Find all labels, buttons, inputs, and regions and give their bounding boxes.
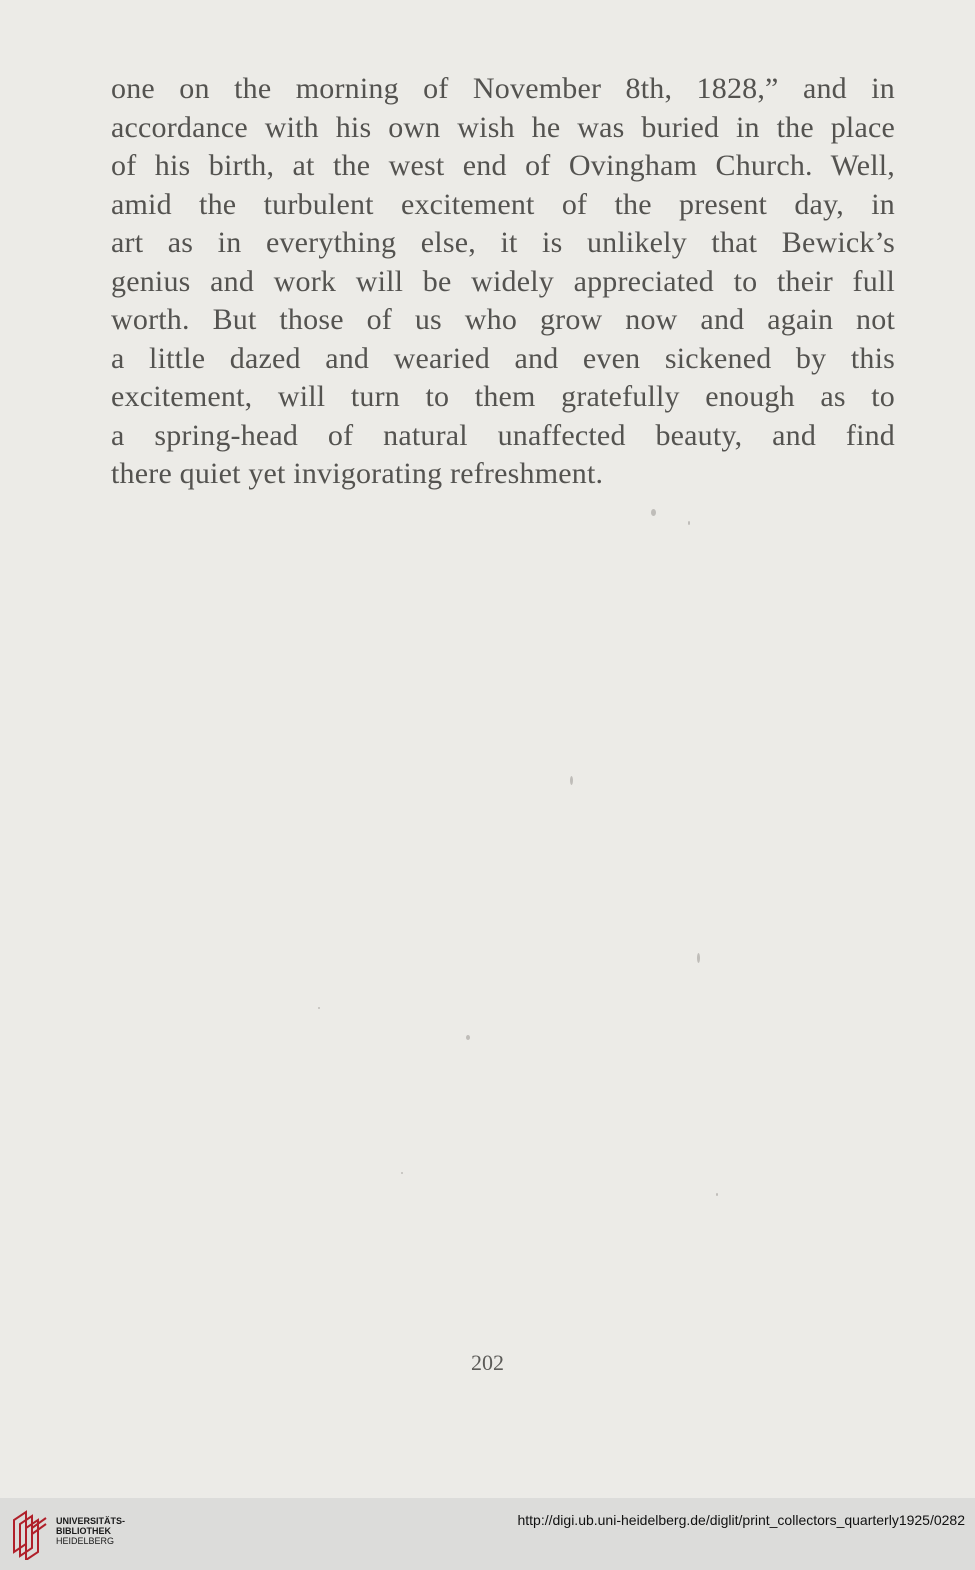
scan-speck bbox=[570, 776, 573, 785]
page-number: 202 bbox=[471, 1350, 504, 1375]
library-name-line: UNIVERSITÄTS- bbox=[56, 1516, 126, 1526]
text-line: art as in everything else, it is unlikely that Bewick’s bbox=[111, 226, 895, 259]
text-line: there quiet yet invigorating refreshment. bbox=[111, 457, 604, 490]
scan-speck bbox=[318, 1007, 320, 1009]
text-line: amid the turbulent excitement of the present day, in bbox=[111, 187, 895, 221]
library-name-line: BIBLIOTHEK bbox=[56, 1526, 111, 1536]
scan-speck bbox=[401, 1172, 403, 1174]
scan-speck bbox=[688, 521, 690, 525]
source-url-link[interactable]: http://digi.ub.uni-heidelberg.de/diglit/print_collectors_quarterly1925/0282 bbox=[517, 1512, 965, 1528]
library-name-line: HEIDELBERG bbox=[56, 1536, 115, 1546]
body-paragraph bbox=[111, 70, 895, 494]
text-line: accordance with his own wish he was buried in the place bbox=[111, 110, 895, 144]
text-line: a little dazed and wearied and even sickened by this bbox=[111, 341, 895, 375]
scan-speck bbox=[697, 953, 700, 963]
footer-bar bbox=[0, 1498, 975, 1570]
text-line: a spring-head of natural unaffected beauty, and find bbox=[111, 418, 895, 452]
university-library-logo-icon bbox=[8, 1506, 52, 1560]
text-line: one on the morning of November 8th, 1828,” and in bbox=[111, 72, 895, 105]
text-line: worth. But those of us who grow now and again not bbox=[111, 303, 895, 336]
scan-speck bbox=[716, 1193, 718, 1196]
library-name bbox=[56, 1516, 125, 1546]
scan-speck bbox=[466, 1035, 470, 1040]
text-line: of his birth, at the west end of Ovingham Church. Well, bbox=[111, 149, 895, 182]
text-line: excitement, will turn to them gratefully enough as to bbox=[111, 380, 895, 413]
text-line: genius and work will be widely appreciated to their full bbox=[111, 264, 895, 298]
scan-speck bbox=[651, 509, 656, 516]
